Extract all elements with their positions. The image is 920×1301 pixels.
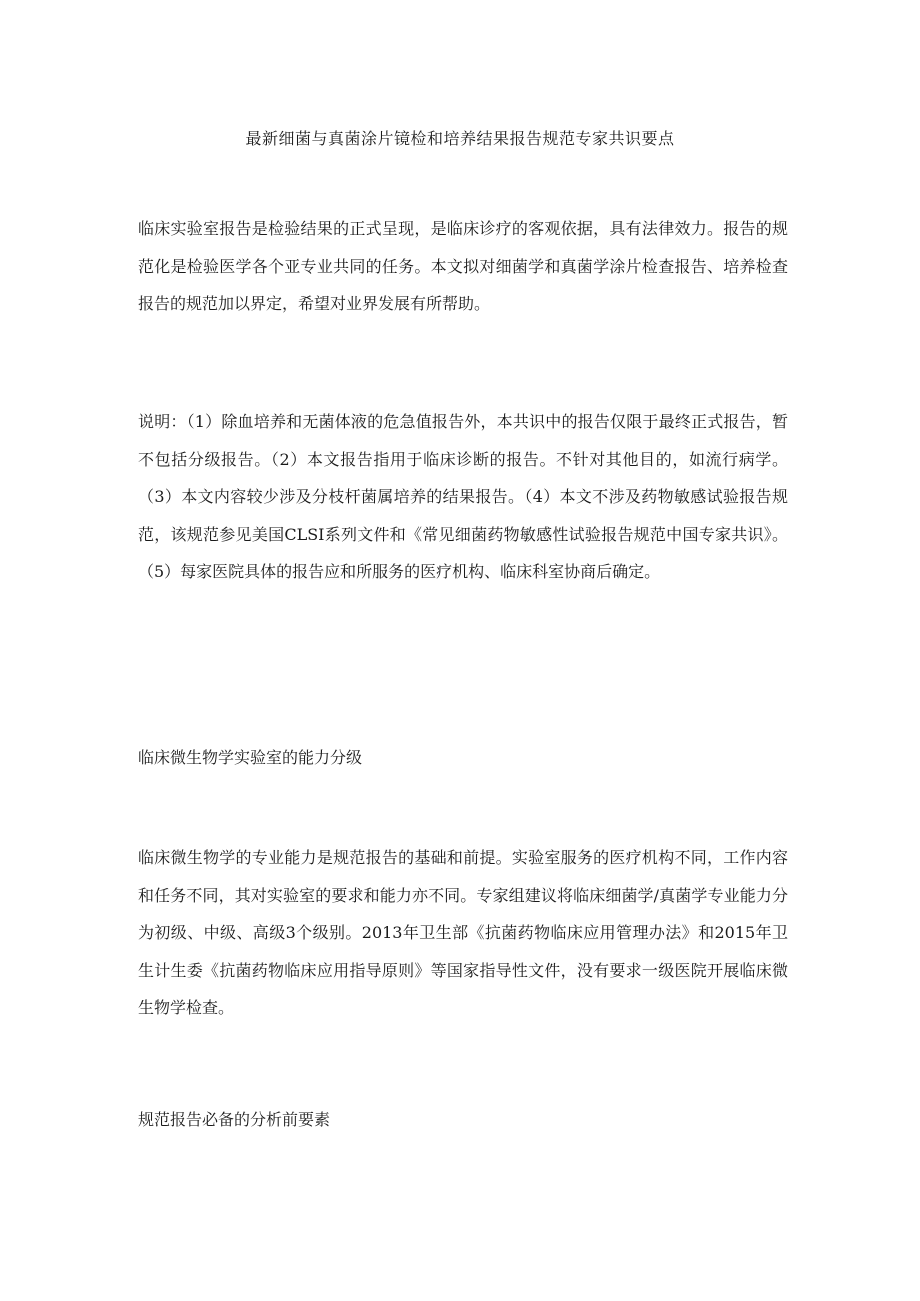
intro-paragraph: 临床实验室报告是检验结果的正式呈现，是临床诊疗的客观依据，具有法律效力。报告的规范化是检验医学各个亚专业共同的任务。本文拟对细菌学和真菌学涂片检查报告、培养检查报告的规范加以界定，希望对业界发展有所帮助。 [138, 219, 788, 313]
capability-levels-paragraph: 临床微生物学的专业能力是规范报告的基础和前提。实验室服务的医疗机构不同，工作内容和任务不同，其对实验室的要求和能力亦不同。专家组建议将临床细菌学/真菌学专业能力分为初级、中级、高级3个级别。2013年卫生部《抗菌药物临床应用管理办法》和2015年卫生计生委《抗菌药物临床应用指导原则》等国家指导性文件，没有要求一级医院开展临床微生物学检查。 [138, 848, 788, 1017]
notes-paragraph: 说明：（1）除血培养和无菌体液的危急值报告外，本共识中的报告仅限于最终正式报告，暂不包括分级报告。（2）本文报告指用于临床诊断的报告。不针对其他目的，如流行病学。（3）本文内容较少涉及分枝杆菌属培养的结果报告。（4）本文不涉及药物敏感试验报告规范，该规范参见美国CLSI系列文件和《常见细菌药物敏感性试验报告规范中国专家共识》。（5）每家医院具体的报告应和所服务的医疗机构、临床科室协商后确定。 [138, 412, 788, 581]
document-title: 最新细菌与真菌涂片镜检和培养结果报告规范专家共识要点 [245, 129, 675, 148]
section-heading-capability-levels: 临床微生物学实验室的能力分级 [138, 748, 363, 767]
section-heading-preanalytical-elements: 规范报告必备的分析前要素 [138, 1110, 331, 1129]
